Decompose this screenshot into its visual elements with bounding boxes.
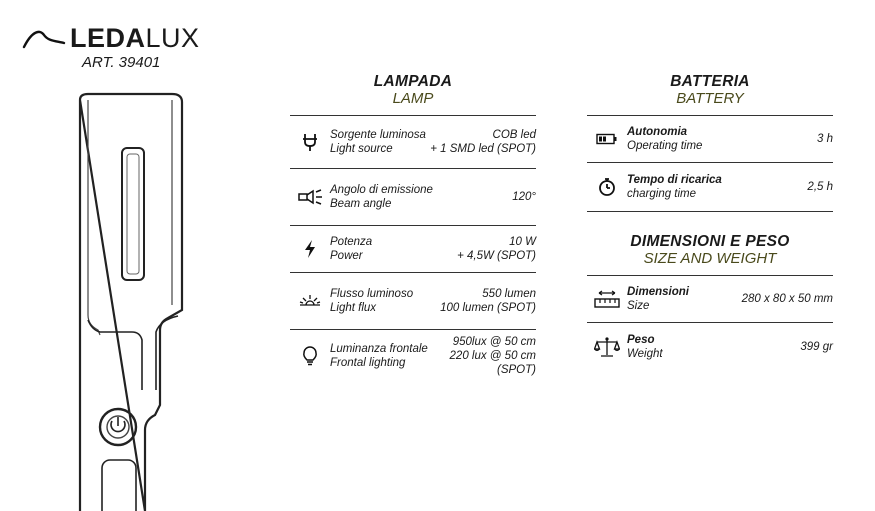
lamp-subtitle: LAMP bbox=[392, 90, 434, 107]
dimensions-subtitle: SIZE AND WEIGHT bbox=[643, 250, 777, 267]
lightning-icon bbox=[290, 239, 330, 259]
ruler-icon bbox=[587, 289, 627, 309]
spec-row-frontal-lighting: Luminanza frontale Frontal lighting 950lux @ 50 cm 220 lux @ 50 cm (SPOT) bbox=[290, 329, 536, 382]
spec-row-light-source: Sorgente luminosa Light source COB led + 1 SMD led (SPOT) bbox=[290, 115, 536, 168]
spec-row-charging-time: Tempo di ricarica charging time 2,5 h bbox=[587, 162, 833, 211]
battery-specs bbox=[587, 74, 833, 371]
light-rays-icon bbox=[290, 293, 330, 309]
article-number: ART. 39401 bbox=[82, 54, 161, 71]
spec-row-beam-angle: Angolo di emissione Beam angle 120° bbox=[290, 168, 536, 225]
brand-logo bbox=[22, 24, 200, 71]
battery-title: BATTERIA bbox=[670, 73, 750, 90]
spec-row-light-flux: Flusso luminoso Light flux 550 lumen 100 lumen (SPOT) bbox=[290, 272, 536, 329]
spec-row-weight: Peso Weight 399 gr bbox=[587, 322, 833, 371]
logo-swoosh-icon bbox=[22, 27, 66, 49]
spec-row-size: Dimensioni Size 280 x 80 x 50 mm bbox=[587, 275, 833, 322]
battery-icon bbox=[587, 133, 627, 145]
spec-row-operating-time: Autonomia Operating time 3 h bbox=[587, 115, 833, 162]
scale-icon bbox=[587, 336, 627, 358]
dimensions-title: DIMENSIONI E PESO bbox=[630, 233, 790, 250]
beam-angle-icon bbox=[290, 188, 330, 206]
stopwatch-icon bbox=[587, 177, 627, 197]
light-bulb-socket-icon bbox=[290, 132, 330, 152]
lamp-product-drawing bbox=[60, 90, 200, 511]
bulb-icon bbox=[290, 346, 330, 366]
lamp-specs bbox=[290, 74, 536, 382]
spec-row-power: Potenza Power 10 W + 4,5W (SPOT) bbox=[290, 225, 536, 272]
dimensions-specs bbox=[587, 234, 833, 371]
brand-name: LEDALUX bbox=[70, 23, 200, 53]
lamp-title: LAMPADA bbox=[373, 73, 453, 90]
battery-subtitle: BATTERY bbox=[676, 90, 744, 107]
